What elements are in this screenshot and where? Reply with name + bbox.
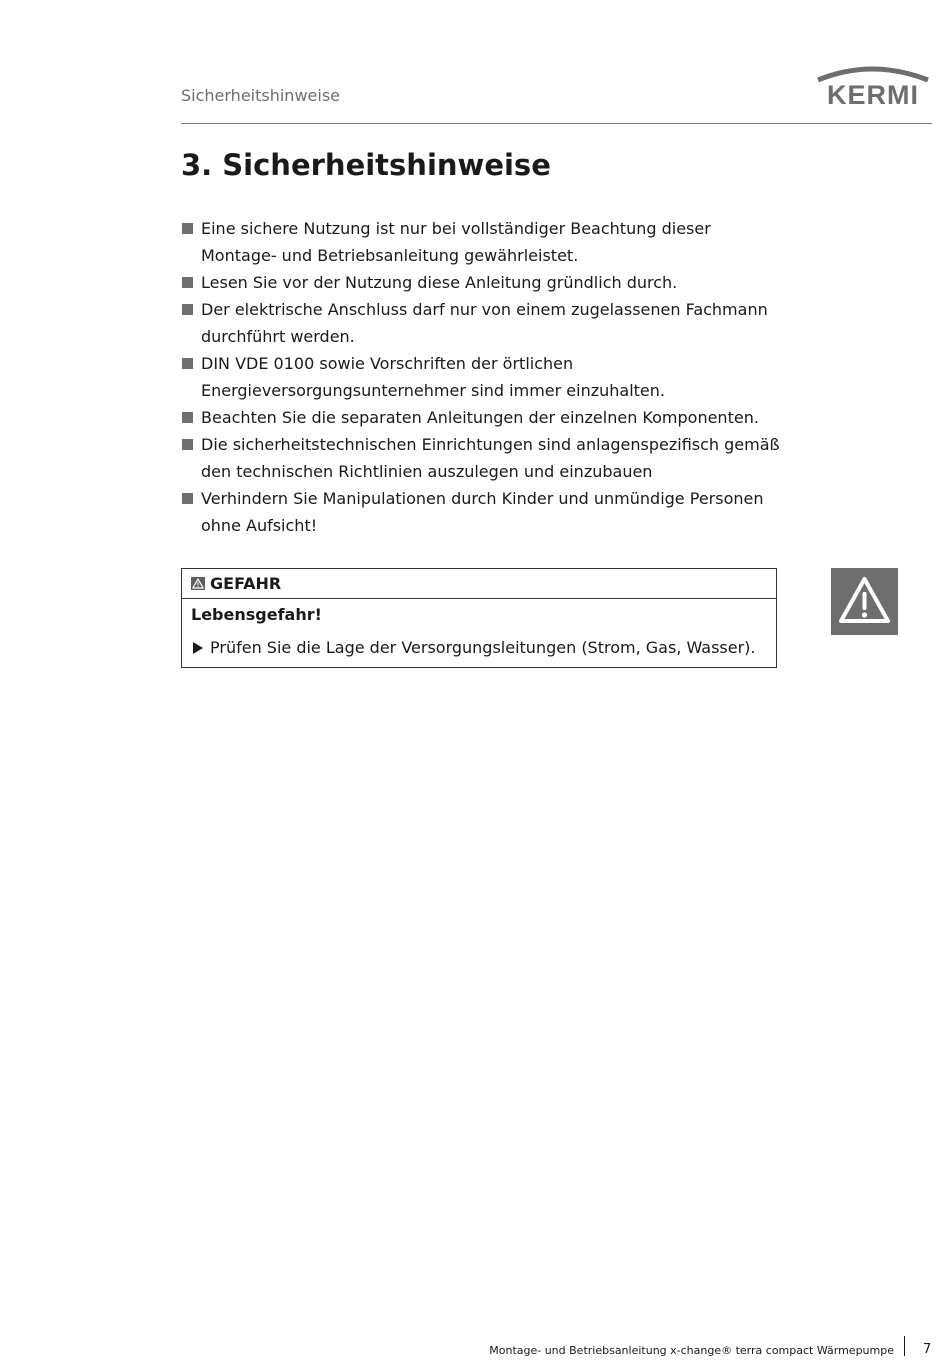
bullet-square-icon (182, 493, 193, 504)
safety-list (181, 215, 781, 539)
list-item: Der elektrische Anschluss darf nur von einem zugelassenen Fachmann durchführt werden. (181, 296, 781, 350)
svg-text:KERMI: KERMI (827, 80, 919, 106)
danger-subheading: Lebensgefahr! (191, 605, 322, 624)
bullet-square-icon (182, 304, 193, 315)
bullet-square-icon (182, 223, 193, 234)
list-item: Die sicherheitstechnischen Einrichtungen sind anlagenspezifisch gemäß den technischen Richtlinien auszulegen und einzubauen (181, 431, 781, 485)
bullet-square-icon (182, 358, 193, 369)
bullet-square-icon (182, 439, 193, 450)
danger-notice (181, 568, 777, 668)
list-item: Lesen Sie vor der Nutzung diese Anleitung gründlich durch. (181, 269, 781, 296)
danger-header (182, 569, 776, 599)
running-head: Sicherheitshinweise (181, 86, 340, 105)
danger-heading: GEFAHR (210, 574, 282, 593)
section-title: 3. Sicherheitshinweise (181, 148, 551, 182)
kermi-logo (812, 60, 934, 106)
page-footer (0, 1342, 950, 1362)
list-item: Beachten Sie die separaten Anleitungen der einzelnen Komponenten. (181, 404, 781, 431)
footer-manual-title: Montage- und Betriebsanleitung x-change® terra compact Wärmepumpe (489, 1344, 894, 1357)
list-item: Verhindern Sie Manipulationen durch Kinder und unmündige Personen ohne Aufsicht! (181, 485, 781, 539)
footer-divider (904, 1336, 905, 1356)
danger-action (193, 638, 756, 657)
danger-action-text: Prüfen Sie die Lage der Versorgungsleitungen (Strom, Gas, Wasser). (210, 638, 756, 657)
header-rule (181, 123, 932, 124)
arrow-right-icon (193, 642, 203, 654)
list-item: DIN VDE 0100 sowie Vorschriften der örtlichen Energieversorgungsunternehmer sind immer einzuhalten. (181, 350, 781, 404)
list-item: Eine sichere Nutzung ist nur bei vollständiger Beachtung dieser Montage- und Betriebsanleitung gewährleistet. (181, 215, 781, 269)
bullet-square-icon (182, 277, 193, 288)
warning-triangle-icon (831, 568, 898, 635)
page-number: 7 (923, 1342, 932, 1357)
warning-triangle-icon (191, 577, 205, 590)
bullet-square-icon (182, 412, 193, 423)
